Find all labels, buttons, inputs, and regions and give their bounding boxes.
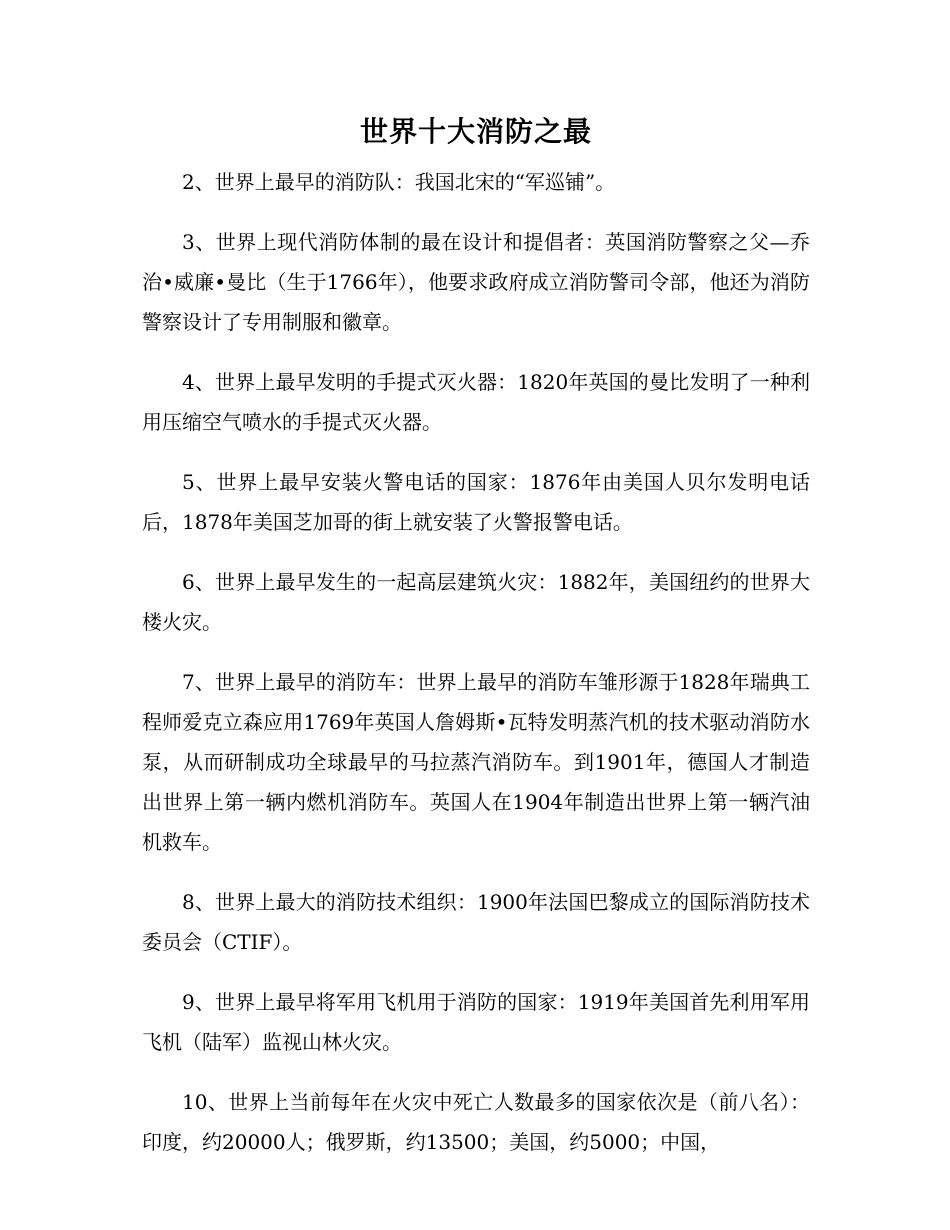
paragraph-8: 8、世界上最大的消防技术组织：1900年法国巴黎成立的国际消防技术委员会（CTIF）。 — [142, 890, 810, 954]
paragraph-4: 4、世界上最早发明的手提式灭火器：1820年英国的曼比发明了一种利用压缩空气喷水的手提式灭火器。 — [142, 370, 810, 434]
paragraph-10: 10、世界上当前每年在火灾中死亡人数最多的国家依次是（前八名）：印度，约20000人；俄罗斯，约13500；美国，约5000；中国， — [142, 1090, 810, 1154]
paragraph-5: 5、世界上最早安装火警电话的国家：1876年由美国人贝尔发明电话后，1878年美国芝加哥的街上就安装了火警报警电话。 — [142, 470, 810, 534]
paragraph-2: 2、世界上最早的消防队：我国北宋的“军巡铺”。 — [182, 170, 616, 194]
paragraph-7: 7、世界上最早的消防车：世界上最早的消防车雏形源于1828年瑞典工程师爱克立森应用1769年英国人詹姆斯•瓦特发明蒸汽机的技术驱动消防水泵，从而研制成功全球最早的马拉蒸汽消防车。到1901年，德国人才制造出世界上第一辆内燃机消防车。英国人在1904年制造出世界上第一辆汽油机救车。 — [142, 670, 810, 854]
paragraph-3: 3、世界上现代消防体制的最在设计和提倡者：英国消防警察之父—乔治•威廉•曼比（生于1766年），他要求政府成立消防警司令部，他还为消防警察设计了专用制服和徽章。 — [142, 230, 810, 334]
document-title: 世界十大消防之最 — [359, 115, 592, 148]
paragraph-9: 9、世界上最早将军用飞机用于消防的国家：1919年美国首先利用军用飞机（陆军）监视山林火灾。 — [142, 990, 810, 1054]
paragraph-6: 6、世界上最早发生的一起高层建筑火灾：1882年，美国纽约的世界大楼火灾。 — [142, 570, 810, 634]
document-body — [142, 162, 810, 1182]
